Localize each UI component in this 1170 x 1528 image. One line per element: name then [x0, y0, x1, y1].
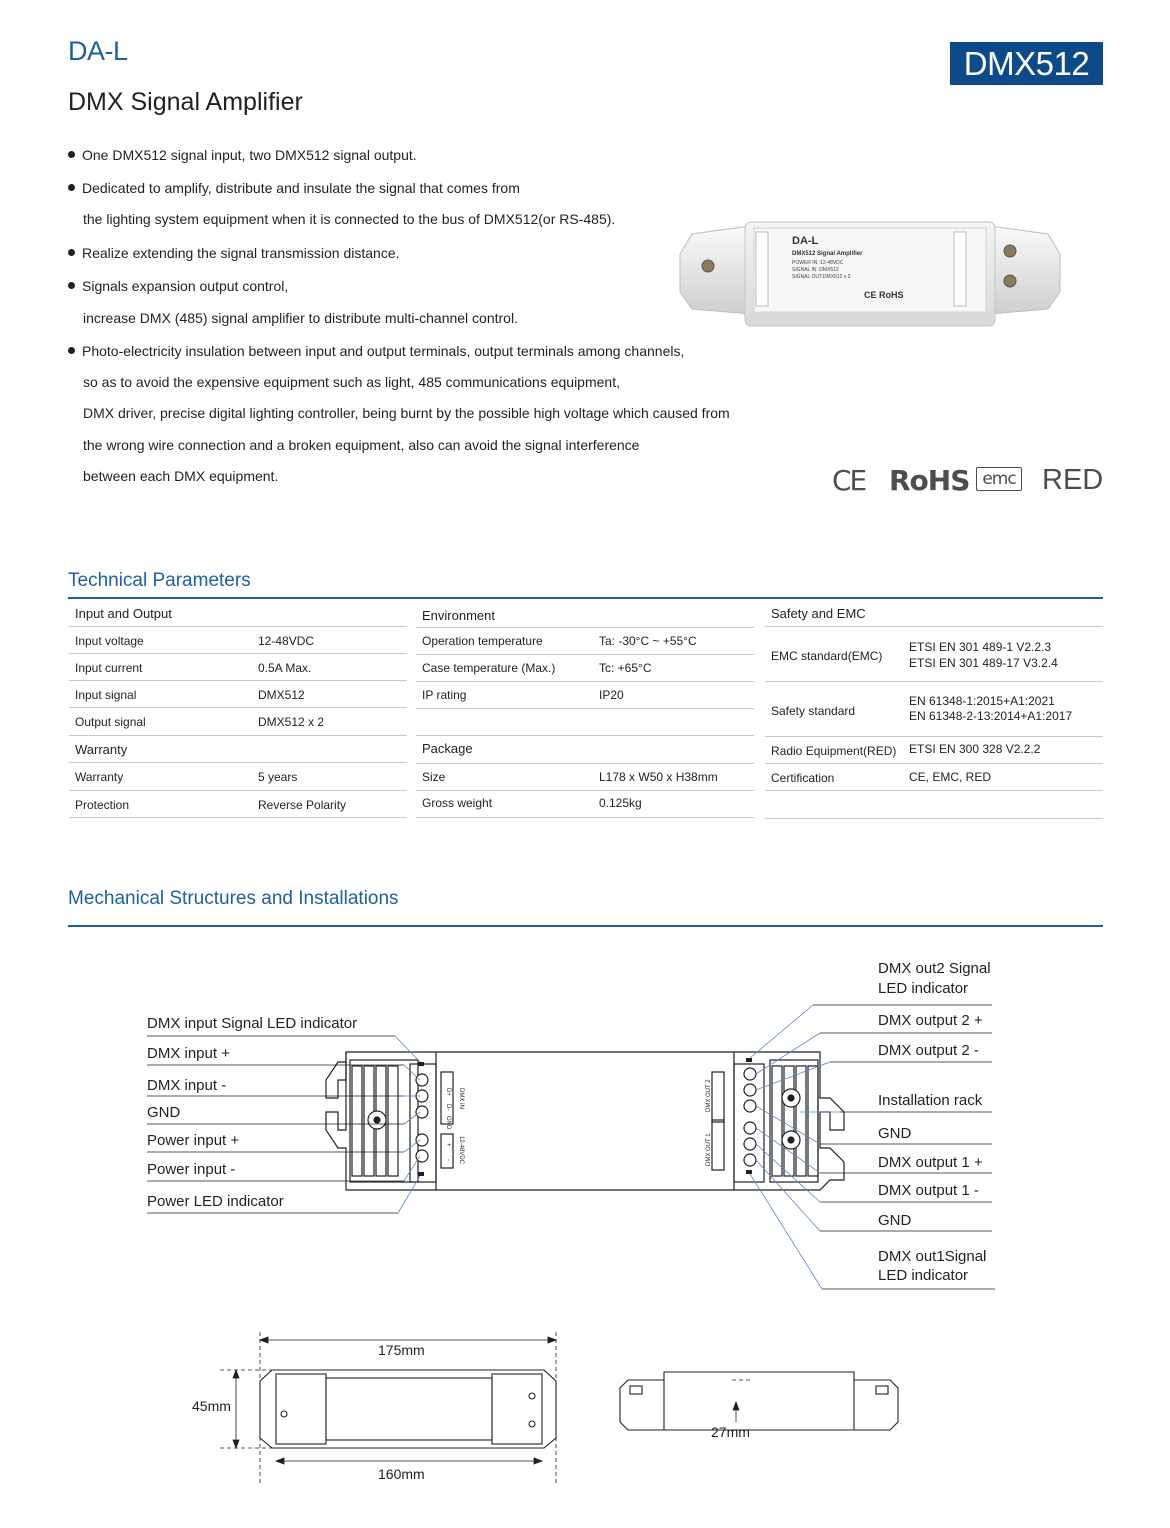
feature-item: Signals expansion output control, [68, 278, 288, 294]
label-out1-led-line2: LED indicator [878, 1267, 969, 1284]
model-name: DA-L [68, 36, 128, 66]
power-led-icon [418, 1172, 424, 1176]
section-title-technical: Technical Parameters [68, 570, 251, 591]
table-heading: Package [416, 736, 754, 764]
label-signal-in: SIGNAL IN :DMX512 [792, 267, 839, 273]
label-installation-rack: Installation rack [878, 1092, 983, 1109]
table-row: Radio Equipment(RED) ETSI EN 300 328 V2.2.2 [765, 737, 1103, 764]
label-dmx-input-led: DMX input Signal LED indicator [147, 1015, 358, 1032]
feature-item: One DMX512 signal input, two DMX512 signal output. [68, 147, 417, 163]
dimension-mount-spacing: 160mm [378, 1466, 425, 1482]
label-out1-led-line1: DMX out1Signal [878, 1248, 987, 1265]
rohs-logo: RoHS [889, 464, 970, 497]
feature-item: between each DMX equipment. [83, 468, 279, 484]
dmx-out2-led-icon [746, 1058, 752, 1062]
table-row: Safety standard EN 61348-1:2015+A1:2021 EN 61348-2-13:2014+A1:2017 [765, 682, 1103, 737]
feature-item: the lighting system equipment when it is connected to the bus of DMX512(or RS-485). [83, 211, 616, 227]
table-row: Protection Reverse Polarity [69, 791, 407, 818]
table-row: Gross weight 0.125kg [416, 791, 754, 818]
dimension-width: 45mm [192, 1398, 231, 1414]
ce-logo: CE [832, 464, 866, 497]
terminal-label-minus: - [445, 1159, 451, 1161]
side-view-outline [620, 1372, 898, 1430]
label-gnd-left: GND [147, 1104, 181, 1121]
table-row: Output signal DMX512 x 2 [69, 708, 407, 736]
label-dmx-output1-minus: DMX output 1 - [878, 1182, 979, 1199]
terminal-group-out1: DMX OUT 1 [706, 1133, 712, 1166]
device-outline [326, 1052, 844, 1190]
label-power-input-minus: Power input - [147, 1161, 236, 1178]
certification-logos [832, 462, 1107, 498]
feature-item: the wrong wire connection and a broken equipment, also can avoid the signal interference [83, 437, 640, 453]
label-gnd-right-1: GND [878, 1125, 912, 1142]
terminal-label-plus: + [445, 1143, 451, 1147]
table-row [416, 709, 754, 736]
feature-item: DMX driver, precise digital lighting controller, being burnt by the possible high voltage which caused from [83, 405, 730, 421]
product-subtitle: DMX Signal Amplifier [68, 88, 303, 116]
wiring-diagram [0, 940, 1170, 1300]
label-dmx-output2-minus: DMX output 2 - [878, 1042, 979, 1059]
label-dmx-input-minus: DMX input - [147, 1077, 227, 1094]
table-heading: Environment [416, 600, 754, 628]
terminal-label-d-minus: D- [445, 1104, 451, 1111]
terminal-group-dmx-in: DMX IN [458, 1088, 464, 1109]
table-row: Input voltage 12-48VDC [69, 627, 407, 654]
table-heading: Input and Output [69, 600, 407, 627]
table-row: Case temperature (Max.) Tc: +65°C [416, 655, 754, 682]
section-title-mechanical: Mechanical Structures and Installations [68, 888, 399, 909]
label-model: DA-L [792, 235, 819, 247]
bullet-icon [68, 184, 75, 191]
table-row [765, 791, 1103, 819]
bullet-icon [68, 282, 75, 289]
mounting-hole-icon [368, 1089, 800, 1149]
label-out2-led-line2: LED indicator [878, 980, 969, 997]
section-divider [68, 597, 1103, 599]
bullet-icon [68, 249, 75, 256]
table-row: Operation temperature Ta: -30°C ~ +55°C [416, 628, 754, 655]
table-row: IP rating IP20 [416, 682, 754, 709]
dmx-in-led-icon [418, 1062, 424, 1066]
label-power: POWER IN :12-48VDC [792, 260, 844, 266]
bullet-icon [68, 347, 75, 354]
table-row: Input current 0.5A Max. [69, 654, 407, 681]
terminal-group-out2: DMX OUT 2 [706, 1079, 712, 1112]
feature-item: Dedicated to amplify, distribute and insulate the signal that comes from [68, 180, 520, 196]
product-photo [670, 214, 1070, 332]
top-view-outline [260, 1370, 556, 1448]
label-dmx-output1-plus: DMX output 1 + [878, 1154, 983, 1171]
terminal-label-d-plus: D+ [445, 1088, 451, 1096]
label-dmx-input-plus: DMX input + [147, 1045, 230, 1062]
feature-item: so as to avoid the expensive equipment such as light, 485 communications equipment, [83, 374, 620, 390]
label-name: DMX512 Signal Amplifier [792, 251, 863, 257]
terminal-screw-icon [416, 1068, 756, 1166]
label-out2-led-line1: DMX out2 Signal [878, 960, 991, 977]
dmx-out1-led-icon [746, 1170, 752, 1174]
label-power-input-plus: Power input + [147, 1132, 240, 1149]
table-heading: Safety and EMC [765, 600, 1103, 627]
dimension-height: 27mm [711, 1424, 750, 1440]
table-row: EMC standard(EMC) ETSI EN 301 489-1 V2.2.3 ETSI EN 301 489-17 V3.2.4 [765, 627, 1103, 682]
section-divider [68, 925, 1103, 927]
label-signal-out: SIGNAL OUT:DMX512 x 2 [792, 274, 851, 280]
feature-item: Realize extending the signal transmission distance. [68, 245, 400, 261]
label-marks: CE RoHS [864, 290, 904, 300]
feature-item: Photo-electricity insulation between input and output terminals, output terminals among channels, [68, 343, 684, 359]
bullet-icon [68, 151, 75, 158]
red-logo: RED [1042, 464, 1104, 496]
label-power-led: Power LED indicator [147, 1193, 284, 1210]
label-gnd-right-2: GND [878, 1212, 912, 1229]
protocol-badge: DMX512 [950, 42, 1103, 85]
emc-logo: emc [976, 467, 1022, 491]
table-row: Size L178 x W50 x H38mm [416, 764, 754, 791]
label-dmx-output2-plus: DMX output 2 + [878, 1012, 983, 1029]
table-row: Certification CE, EMC, RED [765, 764, 1103, 791]
terminal-label-gnd: GND [445, 1116, 451, 1130]
table-row: Warranty 5 years [69, 763, 407, 791]
table-row: Input signal DMX512 [69, 681, 407, 708]
dimension-length: 175mm [378, 1342, 425, 1358]
dimension-drawing [180, 1326, 910, 1496]
table-heading: Warranty [69, 736, 407, 763]
terminal-group-power: 12-48VDC [458, 1136, 464, 1165]
feature-item: increase DMX (485) signal amplifier to distribute multi-channel control. [83, 310, 518, 326]
